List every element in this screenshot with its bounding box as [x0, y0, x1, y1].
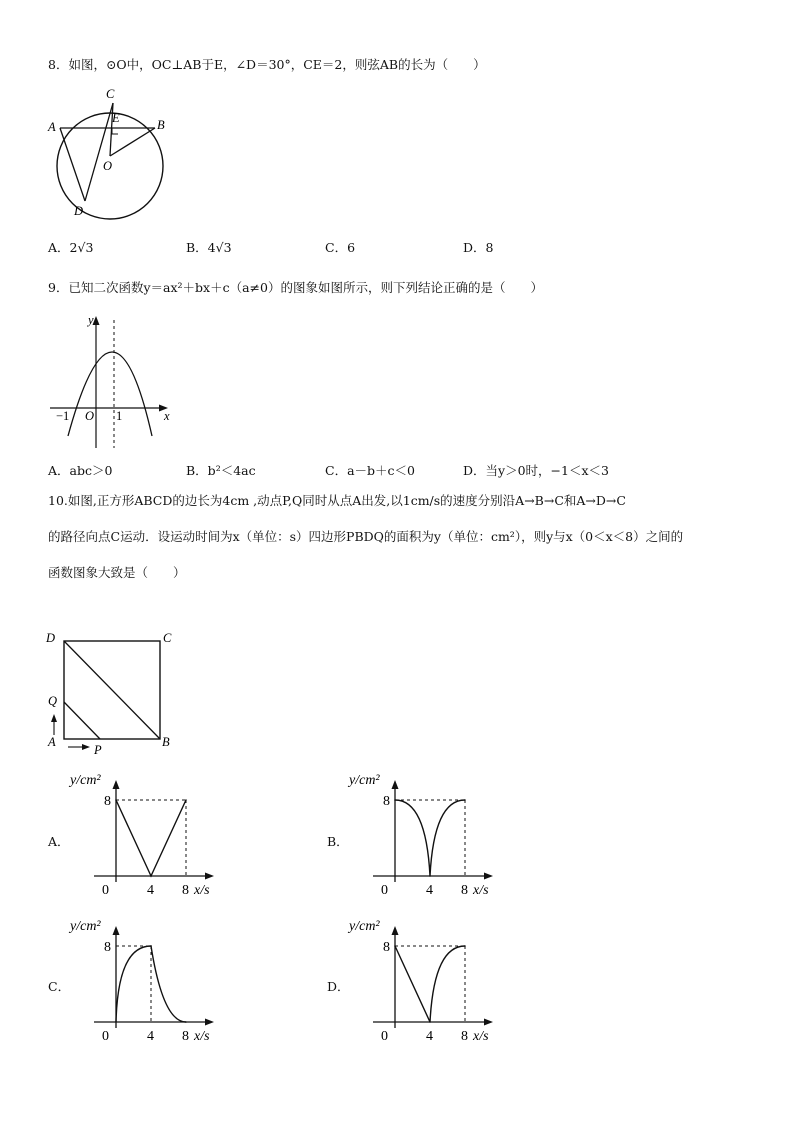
data-point	[150, 945, 152, 947]
label-o: O	[103, 159, 113, 173]
q10-stem-line1: 10.如图,正方形ABCD的边长为4cm ,动点P,Q同时从点A出发,以1cm/s的速度分别沿A→B→C和A→D→C	[48, 493, 626, 508]
data-point	[150, 875, 152, 877]
y-axis-label: y/cm²	[349, 919, 380, 934]
label-d: D	[46, 631, 56, 645]
label-b: B	[162, 735, 170, 749]
q8-option-b[interactable]: B．4√3	[186, 240, 232, 255]
series-line	[116, 800, 186, 876]
right-angle-mark	[112, 128, 118, 134]
q9-option-d[interactable]: D．当y＞0时，−1＜x＜3	[463, 463, 609, 478]
q9-option-c[interactable]: C．a－b＋c＜0	[325, 463, 415, 478]
data-point	[185, 1021, 187, 1023]
label-a: A	[48, 735, 56, 749]
q10-stem-line3: 函数图象大致是（ ）	[48, 565, 186, 580]
x-axis-label: x/s	[473, 883, 489, 898]
label-d: D	[74, 204, 84, 218]
label-neg1: −1	[56, 409, 70, 423]
label-a: A	[48, 120, 56, 134]
q8-option-d[interactable]: D．8	[463, 240, 494, 255]
q9-parabola-figure	[44, 310, 180, 452]
data-point	[115, 799, 117, 801]
tick-label-x4: 4	[147, 883, 154, 898]
x-axis-arrow	[484, 873, 493, 880]
tick-label-x4: 4	[426, 1029, 433, 1044]
tick-label-zero: 0	[102, 1029, 109, 1044]
y-axis-arrow	[392, 926, 399, 935]
q8-option-c[interactable]: C．6	[325, 240, 356, 255]
q9-option-a[interactable]: A．abc＞0	[48, 463, 113, 478]
tick-label-x8: 8	[461, 883, 468, 898]
q8-option-a[interactable]: A．2√3	[48, 240, 94, 255]
y-axis-label: y/cm²	[349, 773, 380, 788]
q8-circle-figure	[46, 84, 178, 220]
x-axis-arrow	[205, 1019, 214, 1026]
tick-label-zero: 0	[381, 883, 388, 898]
tick-label-zero: 0	[381, 1029, 388, 1044]
label-one: 1	[116, 409, 123, 423]
segment-ob	[110, 128, 155, 156]
tick-label-x8: 8	[182, 883, 189, 898]
label-c: C	[106, 87, 115, 101]
tick-label-x8: 8	[461, 1029, 468, 1044]
diagonal-db	[64, 641, 160, 739]
series-line	[395, 946, 465, 1022]
tick-label-zero: 0	[102, 883, 109, 898]
q10-graph-a[interactable]	[64, 772, 224, 898]
y-axis-arrow	[113, 780, 120, 789]
q10-option-b-letter[interactable]: B．	[327, 834, 349, 849]
data-point	[185, 799, 187, 801]
y-axis-label: y/cm²	[70, 919, 101, 934]
tick-label-y8: 8	[104, 940, 111, 955]
q10-stem-line2: 的路径向点C运动．设运动时间为x（单位：s）四边形PBDQ的面积为y（单位：cm²），则y与x（0＜x＜8）之间的	[48, 529, 684, 544]
label-y: y	[88, 313, 94, 327]
data-point	[464, 945, 466, 947]
y-axis-arrow	[113, 926, 120, 935]
q10-graph-b[interactable]	[343, 772, 503, 898]
arrow-right-head	[82, 744, 90, 750]
arrow-up-head	[51, 714, 57, 722]
x-axis-label: x/s	[194, 1029, 210, 1044]
data-point	[394, 945, 396, 947]
x-axis-label: x/s	[194, 883, 210, 898]
label-b: B	[157, 118, 165, 132]
label-origin: O	[85, 409, 95, 423]
label-q: Q	[48, 694, 58, 708]
segment-qp	[64, 702, 100, 739]
tick-label-y8: 8	[383, 794, 390, 809]
q10-graph-c[interactable]	[64, 918, 224, 1044]
tick-label-x4: 4	[147, 1029, 154, 1044]
q9-stem: 9．已知二次函数y＝ax²＋bx＋c（a≠0）的图象如图所示，则下列结论正确的是（ ）	[48, 280, 543, 295]
q10-option-a-letter[interactable]: A．	[48, 834, 70, 849]
data-point	[429, 1021, 431, 1023]
x-axis-arrow	[205, 873, 214, 880]
q9-option-b[interactable]: B．b²＜4ac	[186, 463, 256, 478]
data-point	[115, 1021, 117, 1023]
label-x: x	[164, 409, 170, 423]
tick-label-y8: 8	[104, 794, 111, 809]
tick-label-x8: 8	[182, 1029, 189, 1044]
data-point	[394, 799, 396, 801]
label-p: P	[94, 743, 102, 757]
tick-label-y8: 8	[383, 940, 390, 955]
data-point	[429, 875, 431, 877]
parabola	[68, 352, 152, 436]
q10-graph-d[interactable]	[343, 918, 503, 1044]
y-axis-label: y/cm²	[70, 773, 101, 788]
series-line	[395, 800, 465, 876]
q10-option-d-letter[interactable]: D．	[327, 979, 350, 994]
x-axis-arrow	[484, 1019, 493, 1026]
segment-ad	[60, 128, 85, 201]
q10-option-c-letter[interactable]: C．	[48, 979, 71, 994]
y-axis-arrow	[392, 780, 399, 789]
q10-square-figure	[44, 624, 194, 758]
label-c: C	[163, 631, 172, 645]
x-axis-label: x/s	[473, 1029, 489, 1044]
q8-stem: 8．如图，⊙O中，OC⊥AB于E，∠D＝30°，CE＝2，则弦AB的长为（ ）	[48, 57, 486, 72]
tick-label-x4: 4	[426, 883, 433, 898]
data-point	[464, 799, 466, 801]
label-e: E	[112, 111, 120, 125]
